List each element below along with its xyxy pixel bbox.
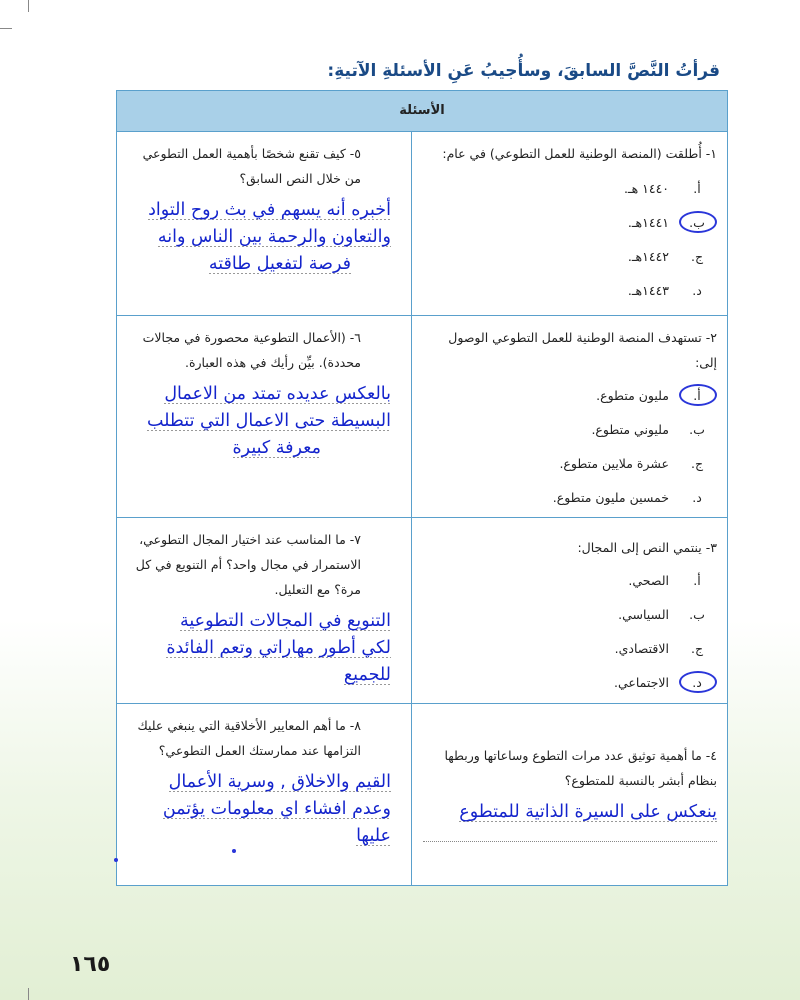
option[interactable]: د.١٤٤٣هـ. — [627, 283, 702, 298]
question-7 — [117, 517, 411, 703]
handwritten-answer[interactable]: التنويع في المجالات التطوعية لكي أطور مهاراتي وتعم الفائدة للجميع — [166, 611, 391, 685]
crop-mark — [28, 0, 29, 12]
option[interactable]: ج.١٤٤٢هـ. — [627, 249, 704, 264]
option-selected[interactable]: أ. مليون متطوع. — [423, 379, 717, 413]
selected-circle-mark — [679, 211, 717, 233]
option[interactable]: أ.الصحي. — [628, 573, 701, 588]
option-selected[interactable]: د. الاجتماعي. — [423, 666, 717, 700]
answer-line — [423, 840, 717, 842]
questions-table — [116, 90, 728, 886]
section-heading: قرأتُ النَّصَّ السابقَ، وسأُجيبُ عَنِ الأسئلةِ الآتيةِ: — [327, 61, 720, 81]
selected-circle-mark — [679, 384, 717, 406]
question-5 — [117, 131, 411, 315]
table-header: الأسئلة — [117, 91, 727, 132]
question-text: ٦- (الأعمال التطوعية محصورة في مجالات محددة). بيِّن رأيك في هذه العبارة. — [142, 330, 361, 370]
option[interactable]: ج.عشرة ملايين متطوع. — [559, 456, 704, 471]
table-row — [117, 131, 727, 316]
question-text: ٣- ينتمي النص إلى المجال: — [577, 540, 717, 555]
option[interactable]: ب.السياسي. — [618, 607, 705, 622]
question-1 — [411, 131, 727, 315]
question-3 — [411, 517, 727, 703]
option[interactable]: ب.مليوني متطوع. — [591, 422, 705, 437]
table-row — [117, 315, 727, 518]
option[interactable]: د.خمسين مليون متطوع. — [552, 490, 702, 505]
crop-mark — [0, 28, 12, 29]
table-row — [117, 703, 727, 885]
ink-dot — [232, 849, 236, 853]
handwritten-answer[interactable]: بالعكس عديده تمتد من الاعمال البسيطة حتى الاعمال التي تتطلب معرفة كبيرة — [146, 384, 391, 458]
question-text: ٢- تستهدف المنصة الوطنية للعمل التطوعي الوصول إلى: — [448, 330, 717, 370]
question-text: ٥- كيف تقنع شخصًا بأهمية العمل التطوعي من خلال النص السابق؟ — [142, 146, 361, 186]
question-2 — [411, 315, 727, 517]
question-text: ٤- ما أهمية توثيق عدد مرات التطوع وساعاتها وربطها بنظام أبشر بالنسبة للمتطوع؟ — [444, 748, 717, 788]
question-text: ٨- ما أهم المعايير الأخلاقية التي ينبغي عليك التزامها عند ممارستك العمل التطوعي؟ — [137, 718, 361, 758]
question-4 — [411, 703, 727, 885]
handwritten-answer[interactable]: ينعكس على السيرة الذاتية للمتطوع — [459, 802, 717, 822]
question-text: ١- أُطلقت (المنصة الوطنية للعمل التطوعي) في عام: — [442, 146, 717, 161]
question-6 — [117, 315, 411, 517]
selected-circle-mark — [679, 671, 717, 693]
question-8 — [117, 703, 411, 885]
option[interactable]: أ.١٤٤٠ هـ. — [623, 181, 701, 196]
ink-dot — [114, 858, 118, 862]
table-row — [117, 517, 727, 704]
handwritten-answer[interactable]: أخبره أنه يسهم في بث روح التواد والتعاون والرحمة بين الناس وانه فرصة لتفعيل طاقته — [148, 200, 391, 274]
option[interactable]: ج.الاقتصادي. — [614, 641, 704, 656]
crop-mark — [28, 988, 29, 1000]
option-selected[interactable]: ب. ١٤٤١هـ. — [423, 206, 717, 240]
question-text: ٧- ما المناسب عند اختيار المجال التطوعي، الاستمرار في مجال واحد؟ أم التنويع في كل مرة؟ مع التعليل. — [135, 532, 361, 597]
page-number: ١٦٥ — [70, 952, 111, 977]
handwritten-answer[interactable]: القيم والاخلاق , وسرية الأعمال وعدم افشاء اي معلومات يؤتمن عليها — [162, 772, 391, 846]
